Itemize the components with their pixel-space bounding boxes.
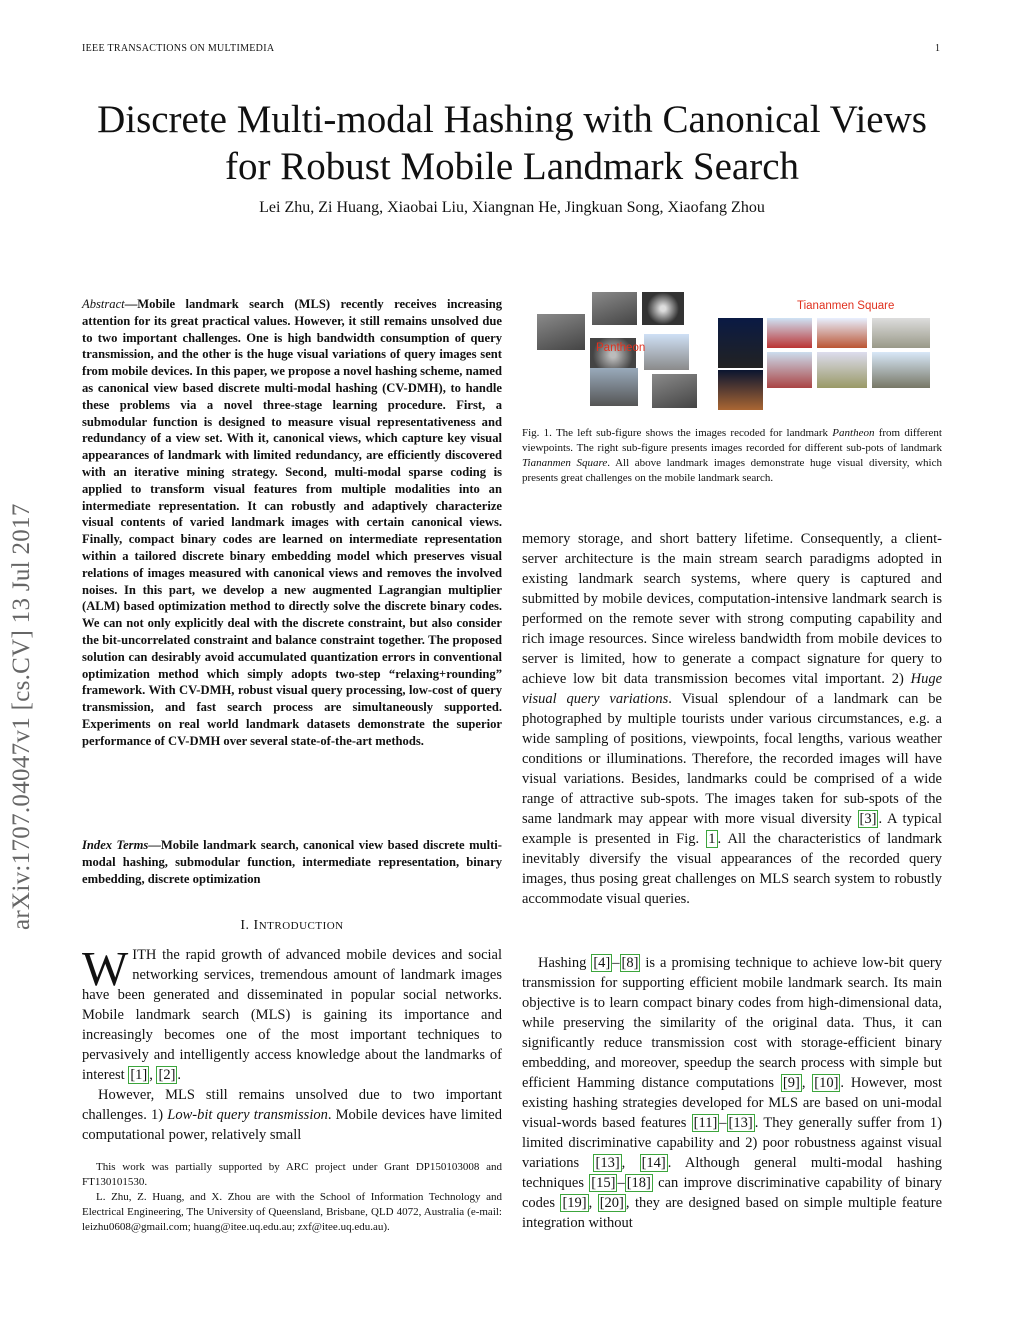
col2-text: can improve discriminative capability of binary codes xyxy=(522,1175,943,1211)
caption-italic: Pantheon xyxy=(832,427,875,439)
citation-link[interactable]: [18] xyxy=(626,1175,651,1191)
col2-text: , they are designed based on simple multiple feature integration without xyxy=(522,1195,943,1231)
citation-link[interactable]: [14] xyxy=(641,1155,666,1171)
pantheon-label: Pantheon xyxy=(596,342,646,354)
col2-text: . Visual splendour of a landmark can be photographed by multiple tourists under various circumstances, e.g. a wide sampling of positions, viewpoints, focal lengths, various weather conditions or illuminations. Therefore, the recorded images will have visual variations. Besides, landmarks could be comprised of a wide range of attractive sub-spots. The images taken for sub-spots of the same landmark may appear with more visual diversity xyxy=(522,691,942,827)
tiananmen-photo xyxy=(872,352,930,388)
col2-text: . Although general multi-modal hashing techniques xyxy=(522,1155,942,1191)
caption-italic: Tiananmen Square xyxy=(522,457,608,469)
section-title-rest: NTRODUCTION xyxy=(258,920,344,932)
intro-p2-end: . Mobile devices have limited computational power, relatively small xyxy=(82,1107,502,1143)
tiananmen-photo xyxy=(872,318,930,348)
figure-link[interactable]: 1 xyxy=(708,831,716,847)
section-number: I. xyxy=(240,918,250,933)
citation-link[interactable]: [15] xyxy=(591,1175,616,1191)
tiananmen-label: Tiananmen Square xyxy=(797,300,895,312)
intro-p1-text: ITH the rapid growth of advanced mobile devices and social networking services, tremendous amount of landmark images have been generated and disseminated in popular social networks. Mobile landmark search (MLS) is gaining its importance and increasingly becomes one of the most important techniques to pervasively and intelligently access knowledge about the landmarks of interest xyxy=(82,947,502,1083)
tiananmen-photo xyxy=(817,352,867,388)
col2-text: is a promising technique to achieve low-bit query transmission for supporting efficient mobile landmark search. Its main objective is to learn compact binary codes from high-dimensional data, while preserving the similarity of the original data. Thus, it can significantly reduce transmission cost with storage-efficient binary embedding, and moreover, speedup the search process with simple but efficient Hamming distance computations xyxy=(522,955,943,1091)
col2-text: memory storage, and short battery lifetime. Consequently, a client-server architecture is the main stream search paradigms adopted in existing landmark search systems, where query is captured and submitted by mobile devices, computation-intensive landmark search is performed on the remote sever with strong computing capability and rich image resources. Since wireless bandwidth from mobile devices to server is limited, how to generate a compact signature for query to achieve low bit data transmission becomes vital important. 2) xyxy=(522,531,942,687)
caption-text: . All above landmark images demonstrate huge visual diversity, which presents great challenges on the mobile landmark search. xyxy=(522,457,942,484)
abstract: Abstract—Mobile landmark search (MLS) recently receives increasing attention for its great practical values. However, it still remains unsolved due to two important challenges. One is high bandwidth consumption of query transmission, and the other is the huge visual variations of query images sent from mobile devices. In this paper, we propose a novel hashing scheme, named as canonical view based discrete multi-modal hashing (CV-DMH), to handle these problems via a novel three-stage learning procedure. First, a submodular function is designed to measure visual representativeness and redundancy of a view set. With it, canonical views, which capture key visual appearances of landmark with limited redundancy, are efficiently discovered with an iterative mining strategy. Second, multi-modal sparse coding is applied to transform visual features from multiple modalities into an intermediate representation. It can robustly and adaptively characterize visual contents of varied landmark images with certain canonical views. Finally, compact binary codes are learned on intermediate representation within a tailored discrete binary embedding model which preserves visual relations of images measured with canonical views and removes the involved noises. In this part, we develop a new augmented Lagrangian multiplier (ALM) based optimization method to directly solve the discrete binary codes. We can not only explicitly deal with the discrete constraint, but also consider the bit-uncorrelated constraint and balance constraint together. The proposed solution can desirably avoid accumulated quantization errors in conventional optimization method which simply adopts two-step “relaxing+rounding” framework. With CV-DMH, robust visual query processing, low-cost of query transmission, and fast search process are simultaneously supported. Experiments on real world landmark datasets demonstrate the superior performance of CV-DMH over several state-of-the-art methods. xyxy=(82,297,502,748)
section-heading xyxy=(82,918,502,934)
pantheon-photo xyxy=(592,292,637,325)
col2-italic: Huge visual query variations xyxy=(522,671,943,707)
col2-text: . All the characteristics of landmark inevitably diversify the visual appearances of the recorded query images, thus posing great challenges on MLS search system to robustly accommodate visual queries. xyxy=(522,831,943,907)
running-header: IEEE TRANSACTIONS ON MULTIMEDIA xyxy=(82,43,275,54)
figure-1 xyxy=(522,290,942,420)
paper-title: Discrete Multi-modal Hashing with Canonical Views for Robust Mobile Landmark Search xyxy=(97,98,927,188)
col2-text: . A typical example is presented in Fig. xyxy=(522,811,942,847)
intro-paragraph-1: WITH the rapid growth of advanced mobile devices and social networking services, tremendous amount of landmark images have been generated and disseminated in popular social networks. Mobile landmark search (MLS) is gaining its importance and increasingly becomes one of the most important techniques to pervasively and intelligently access knowledge about the landmarks of interest [1] , [2] . xyxy=(82,941,502,1083)
figure-caption xyxy=(522,426,942,486)
page-number: 1 xyxy=(935,43,941,54)
drop-cap: W xyxy=(82,941,129,996)
index-terms: Index Terms—Mobile landmark search, canonical view based discrete multi-modal hashing, submodular function, intermediate representation, binary embedding, discrete optimization xyxy=(82,838,502,886)
footnote-funding: This work was partially supported by ARC project under Grant DP150103008 and FT130101530. xyxy=(82,1161,502,1188)
abstract-label: Abstract xyxy=(82,297,125,311)
col2-text: Hashing xyxy=(538,955,587,971)
caption-text: The left sub-figure shows the images recoded for landmark xyxy=(555,427,829,439)
intro-paragraph-2 xyxy=(82,1085,502,1145)
tiananmen-photo xyxy=(767,318,812,348)
citation-link[interactable]: [11] xyxy=(693,1115,718,1131)
col2-text: . However, most existing hashing strategies developed for MLS are based on uni-modal visual-words based features xyxy=(522,1075,943,1131)
index-terms-text: Mobile landmark search, canonical view based discrete multi-modal hashing, submodular function, intermediate representation, binary embedding, discrete optimization xyxy=(82,838,502,886)
intro-p2-start: However, MLS still remains unsolved due to two important challenges. 1) xyxy=(82,1087,502,1123)
col2-text: . They generally suffer from 1) limited discriminative capability and 2) poor robustness against visual variations xyxy=(522,1115,943,1171)
caption-prefix: Fig. 1. xyxy=(522,427,552,439)
pantheon-photo xyxy=(590,368,638,406)
section-title-first: I xyxy=(253,918,259,933)
citation-link[interactable]: [13] xyxy=(595,1155,620,1171)
citation-link[interactable]: [20] xyxy=(599,1195,624,1211)
intro-p2-italic: Low-bit query transmission xyxy=(167,1107,328,1123)
citation-link[interactable]: [19] xyxy=(562,1195,587,1211)
pantheon-photo xyxy=(642,292,684,325)
col2-paragraph-1 xyxy=(522,529,942,909)
tiananmen-photo xyxy=(718,318,763,368)
footnotes xyxy=(82,1160,502,1235)
footnote-affiliation: L. Zhu, Z. Huang, and X. Zhou are with the School of Information Technology and Electrical Engineering, The University of Queensland, Brisbane, QLD 4072, Australia (e-mail: leizhu0608@gmail.com; huang@itee.uq.edu.au; zxf@itee.uq.edu.au). xyxy=(82,1191,502,1233)
col2-paragraph-2: Hashing [4] – [8] is a promising technique to achieve low-bit query transmission for supporting efficient mobile landmark search. Its main objective is to learn compact binary codes from high-dimensional data, while preserving the similarity of the original data. Thus, it can significantly reduce transmission cost with storage-efficient binary embedding, and moreover, speedup the search process with simple but efficient Hamming distance computations [9] , [10] . However, most existing hashing strategies developed for MLS are based on uni-modal visual-words based features [11] – [13] . They generally suffer from 1) limited discriminative capability and 2) poor robustness against visual variations [13] , [14] . Although general multi-modal hashing techniques [15] – [18] can improve discriminative capability of binary codes [19] , [20] , they are designed based on simple multiple feature integration without xyxy=(522,955,943,1231)
abstract-text: Mobile landmark search (MLS) recently receives increasing attention for its great practical values. However, it still remains unsolved due to two important challenges. One is high bandwidth consumption of query transmission, and the other is the huge visual variations of query images sent from mobile devices. In this paper, we propose a novel hashing scheme, named as canonical view based discrete multi-modal hashing (CV-DMH), to handle these problems via a novel three-stage learning procedure. First, a submodular function is designed to measure visual representativeness and redundancy of a view set. With it, canonical views, which capture key visual appearances of landmark with limited redundancy, are efficiently discovered with an iterative mining strategy. Second, multi-modal sparse coding is applied to transform visual features from multiple modalities into an intermediate representation. It can robustly and adaptively characterize visual contents of varied landmark images with certain canonical views. Finally, compact binary codes are learned on intermediate representation within a tailored discrete binary embedding model which preserves visual relations of images measured with canonical views and removes the involved noises. In this part, we develop a new augmented Lagrangian multiplier (ALM) based optimization method to directly solve the discrete binary codes. We can not only explicitly deal with the discrete constraint, but also consider the bit-uncorrelated constraint and balance constraint together. The proposed solution can desirably avoid accumulated quantization errors in conventional optimization method which simply adopts two-step “relaxing+rounding” framework. With CV-DMH, robust visual query processing, low-cost of query transmission, and fast search process are simultaneously supported. Experiments on real world landmark datasets demonstrate the superior performance of CV-DMH over several state-of-the-art methods. xyxy=(82,297,502,748)
citation-link[interactable]: [3] xyxy=(859,811,877,827)
tiananmen-photo xyxy=(718,370,763,410)
citation-link[interactable]: [13] xyxy=(728,1115,753,1131)
pantheon-photo xyxy=(652,374,697,408)
citation-link[interactable]: [2] xyxy=(158,1067,176,1083)
pantheon-photo xyxy=(537,314,585,350)
pantheon-photo xyxy=(644,334,689,370)
citation-link[interactable]: [8] xyxy=(621,955,639,971)
citation-link[interactable]: [10] xyxy=(814,1075,839,1091)
citation-link[interactable]: [1] xyxy=(130,1067,148,1083)
author-list: Lei Zhu, Zi Huang, Xiaobai Liu, Xiangnan He, Jingkuan Song, Xiaofang Zhou xyxy=(259,199,765,216)
citation-link[interactable]: [9] xyxy=(782,1075,800,1091)
tiananmen-photo xyxy=(767,352,812,388)
arxiv-stamp: arXiv:1707.04047v1 [cs.CV] 13 Jul 2017 xyxy=(8,503,35,930)
tiananmen-photo xyxy=(817,318,867,348)
index-terms-label: Index Terms xyxy=(82,838,149,852)
caption-text: from different viewpoints. The right sub-figure presents images recorded for different sub-pots of landmark xyxy=(522,427,942,454)
citation-link[interactable]: [4] xyxy=(593,955,611,971)
